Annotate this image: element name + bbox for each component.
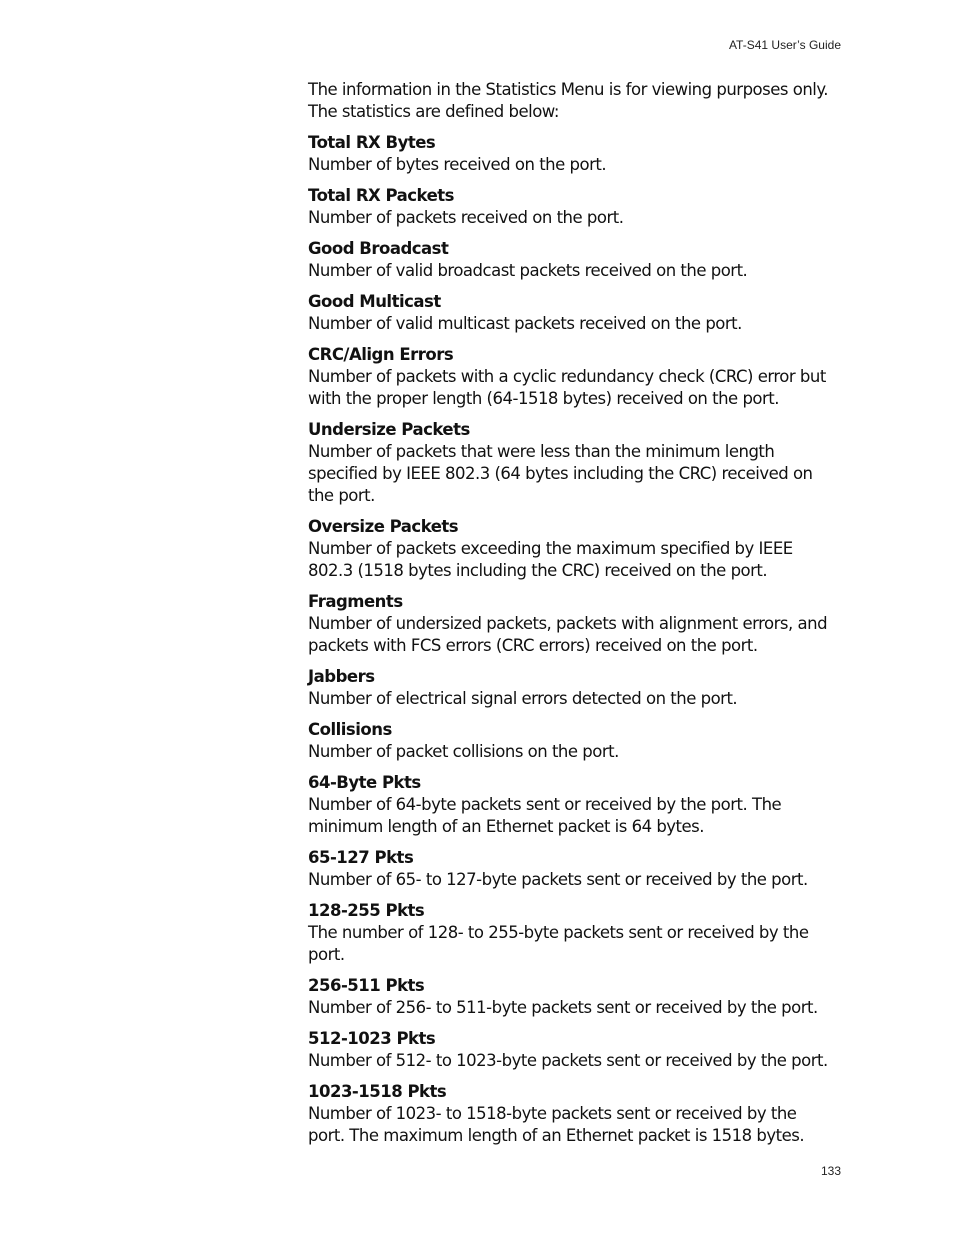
definition-term: Jabbers bbox=[308, 667, 375, 686]
definition-entry bbox=[308, 419, 828, 507]
definition-entry bbox=[308, 238, 828, 282]
definition-entry bbox=[308, 591, 828, 657]
definition-term: Good Multicast bbox=[308, 292, 441, 311]
definition-term: 65-127 Pkts bbox=[308, 848, 414, 867]
definition-entry bbox=[308, 516, 828, 582]
definition-term: Good Broadcast bbox=[308, 239, 449, 258]
definition-term: Undersize Packets bbox=[308, 420, 470, 439]
definition-text: Number of 64-byte packets sent or received by the port. The minimum length of an Ethernet packet is 64 bytes. bbox=[308, 795, 782, 836]
definition-text: Number of packets with a cyclic redundancy check (CRC) error but with the proper length (64-1518 bytes) received on the port. bbox=[308, 367, 826, 408]
definition-text: Number of 512- to 1023-byte packets sent or received by the port. bbox=[308, 1051, 828, 1070]
definition-text: Number of electrical signal errors detected on the port. bbox=[308, 689, 738, 708]
page-number: 133 bbox=[820, 1164, 841, 1178]
definition-term: Oversize Packets bbox=[308, 517, 459, 536]
intro-paragraph: The information in the Statistics Menu is for viewing purposes only. The statistics are defined below: bbox=[308, 80, 829, 121]
definition-entry bbox=[308, 666, 828, 710]
definition-text: Number of 65- to 127-byte packets sent or received by the port. bbox=[308, 870, 808, 889]
definition-entry bbox=[308, 719, 828, 763]
definition-term: 128-255 Pkts bbox=[308, 901, 425, 920]
definition-text: Number of packets that were less than the minimum length specified by IEEE 802.3 (64 bytes including the CRC) received on the port. bbox=[308, 442, 813, 505]
definition-entry bbox=[308, 132, 828, 176]
definition-text: Number of valid broadcast packets received on the port. bbox=[308, 261, 748, 280]
definition-text: Number of valid multicast packets received on the port. bbox=[308, 314, 742, 333]
definition-entry bbox=[308, 900, 828, 966]
running-header: AT-S41 User’s Guide bbox=[728, 38, 841, 52]
definition-term: Fragments bbox=[308, 592, 403, 611]
definition-entry bbox=[308, 185, 828, 229]
definition-text: The number of 128- to 255-byte packets sent or received by the port. bbox=[308, 923, 809, 964]
definition-term: 256-511 Pkts bbox=[308, 976, 425, 995]
definition-entry bbox=[308, 344, 828, 410]
definition-term: Total RX Packets bbox=[308, 186, 454, 205]
definition-term: Total RX Bytes bbox=[308, 133, 436, 152]
definition-text: Number of bytes received on the port. bbox=[308, 155, 607, 174]
definition-entry bbox=[308, 975, 828, 1019]
definition-entry bbox=[308, 847, 828, 891]
definition-term: 1023-1518 Pkts bbox=[308, 1082, 447, 1101]
definition-text: Number of 256- to 511-byte packets sent or received by the port. bbox=[308, 998, 818, 1017]
definition-text: Number of undersized packets, packets with alignment errors, and packets with FCS errors (CRC errors) received on the port. bbox=[308, 614, 828, 655]
statistics-definitions bbox=[308, 79, 828, 1156]
definition-entry bbox=[308, 1081, 828, 1147]
definition-text: Number of packets received on the port. bbox=[308, 208, 624, 227]
definition-entry bbox=[308, 1028, 828, 1072]
definition-term: CRC/Align Errors bbox=[308, 345, 454, 364]
definition-term: Collisions bbox=[308, 720, 392, 739]
definition-text: Number of packet collisions on the port. bbox=[308, 742, 619, 761]
definition-text: Number of 1023- to 1518-byte packets sent or received by the port. The maximum length of an Ethernet packet is 1518 bytes. bbox=[308, 1104, 805, 1145]
definition-entry bbox=[308, 291, 828, 335]
definition-entry bbox=[308, 772, 828, 838]
definition-text: Number of packets exceeding the maximum specified by IEEE 802.3 (1518 bytes including the CRC) received on the port. bbox=[308, 539, 793, 580]
definition-term: 512-1023 Pkts bbox=[308, 1029, 436, 1048]
definition-term: 64-Byte Pkts bbox=[308, 773, 421, 792]
